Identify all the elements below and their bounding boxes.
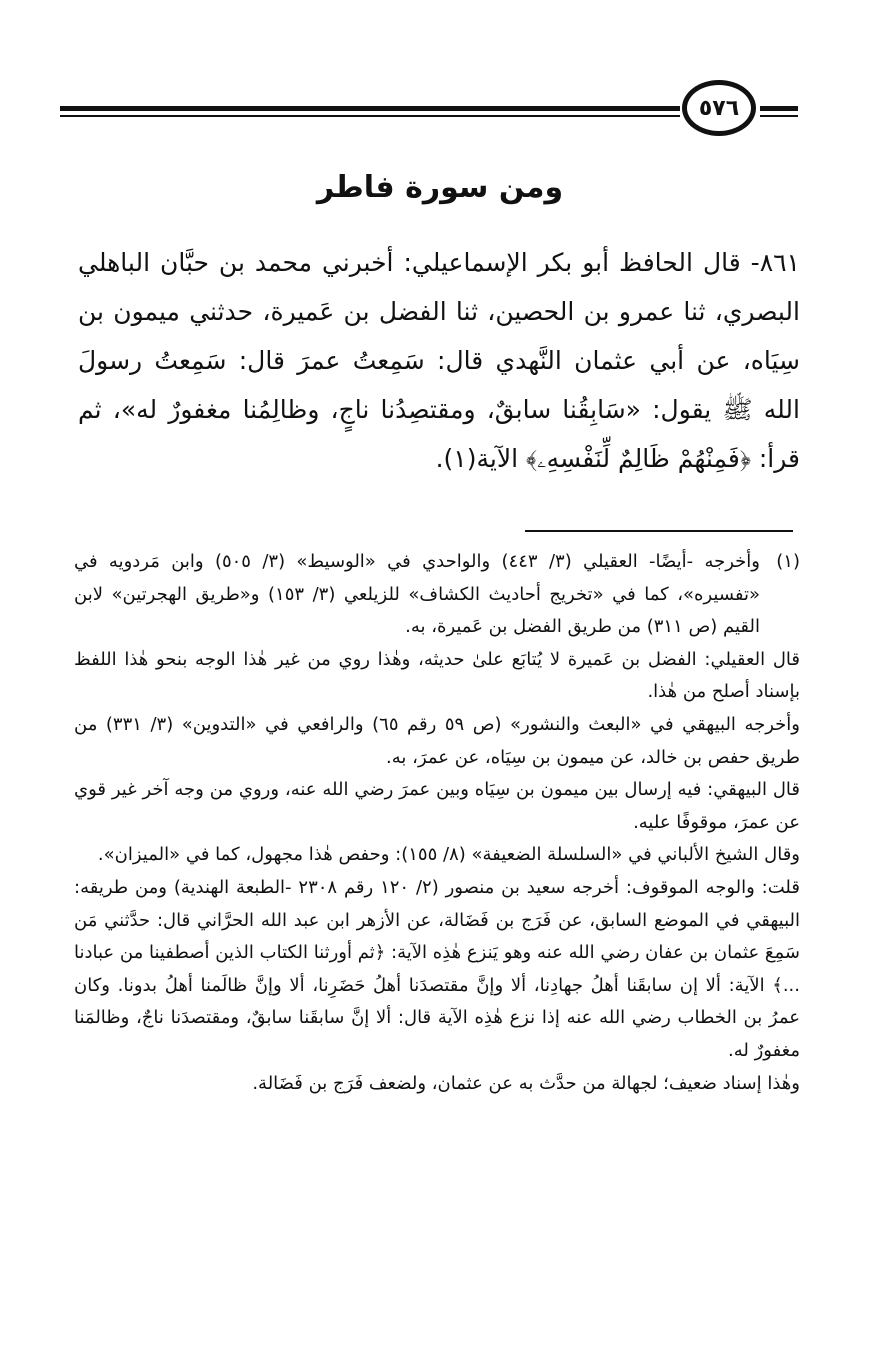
hadith-body: قال الحافظ أبو بكر الإسماعيلي: أخبرني محمد بن حبَّان الباهلي البصري، ثنا عمرو بن الحصين، ثنا الفضل بن عَميرة، حدثني ميمون بن سِيَاه، عن أبي عثمان النَّهدي قال: سَمِعتُ عمرَ قال: سَمِعتُ رسولَ الله ﷺ يقول: «سَابِقُنا سابقٌ، ومقتصِدُنا ناجٍ، وظالِمُنا مغفورٌ له»، ثم قرأ: ﴿فَمِنْهُمْ ظَالِمٌ لِّنَفْسِهِۦ﴾ الآية(١).: [78, 248, 800, 473]
page-number-badge: [682, 80, 756, 136]
footnote-paragraph: وأخرجه البيهقي في «البعث والنشور» (ص ٥٩ رقم ٦٥) والرافعي في «التدوين» (٣/ ٣٣١) من طريق حفص بن خالد، عن ميمون بن سِيَاه، عن عمرَ، به.: [74, 713, 800, 768]
header-rule-thin: [60, 115, 680, 117]
footnote-paragraph: قال البيهقي: فيه إرسال بين ميمون بن سِيَاه وبين عمرَ رضي الله عنه، وروي من وجه آخر غير قوي عن عمرَ، موقوفًا عليه.: [74, 779, 800, 833]
header-rule-thick: [60, 106, 680, 111]
page-header: [60, 80, 800, 144]
footnote-paragraph: قلت: والوجه الموقوف: أخرجه سعيد بن منصور (٢/ ١٢٠ رقم ٢٣٠٨ -الطبعة الهندية) ومن طريقه: البيهقي في الموضع السابق، عن فَرَج بن فَضَالة، عن الأزهر ابن عبد الله الحرَّاني قال: حدَّثني مَن سَمِعَ عثمان بن عفان رضي الله عنه وهو يَنزع هٰذِه الآية: ﴿ثم أورثنا الكتاب الذين أصطفينا من عبادنا ...﴾ الآية: ألا إن سابقَنا أهلُ جهادِنا، ألا وإنَّ مقتصدَنا أهلُ حَضَرِنا، ألا وإنَّ ظالَمنا أهلُ بدونا. وكان عمرُ بن الخطاب رضي الله عنه إذا نزع هٰذِه الآية قال: ألا إنَّ سابقَنا سابقٌ، ومقتصدَنا ناجٌ، وظالمَنا مغفورٌ له.: [74, 876, 800, 1061]
footnote-paragraph: وقال الشيخ الألباني في «السلسلة الضعيفة» (٨/ ١٥٥): وحفص هٰذا مجهول، كما في «الميزان».: [97, 844, 800, 866]
footnote-paragraph: وأخرجه -أيضًا- العقيلي (٣/ ٤٤٣) والواحدي في «الوسيط» (٣/ ٥٠٥) وابن مَردويه في «تفسيره»، كما في «تخريج أحاديث الكشاف» للزيلعي (٣/ ١٥٣) و«طريق الهجرتين» لابن القيم (ص ٣١١) من طريق الفضل بن عَميرة، به.: [74, 551, 760, 638]
footnote-1: [74, 546, 800, 644]
footnotes: [74, 546, 800, 1100]
page-number: ٥٧٦: [698, 95, 740, 121]
footnote-paragraph: وهٰذا إسناد ضعيف؛ لجهالة من حدَّث به عن عثمان، ولضعف فَرَج بن فَضَالة.: [252, 1072, 800, 1094]
hadith-text: [78, 238, 800, 483]
hadith-number: ٨٦١-: [750, 248, 800, 277]
header-rule-right-thin: [760, 115, 798, 117]
section-title: ومن سورة فاطر: [316, 170, 564, 205]
footnote-marker: (١): [776, 551, 800, 572]
footnote-paragraph: قال العقيلي: الفضل بن عَميرة لا يُتابَع علىٰ حديثه، وهٰذا روي من غير هٰذا الوجه بنحو هٰذا اللفظ بإسناد أصلح من هٰذا.: [74, 648, 800, 703]
header-rule-right-thick: [760, 106, 798, 111]
footnote-separator: [525, 530, 793, 532]
